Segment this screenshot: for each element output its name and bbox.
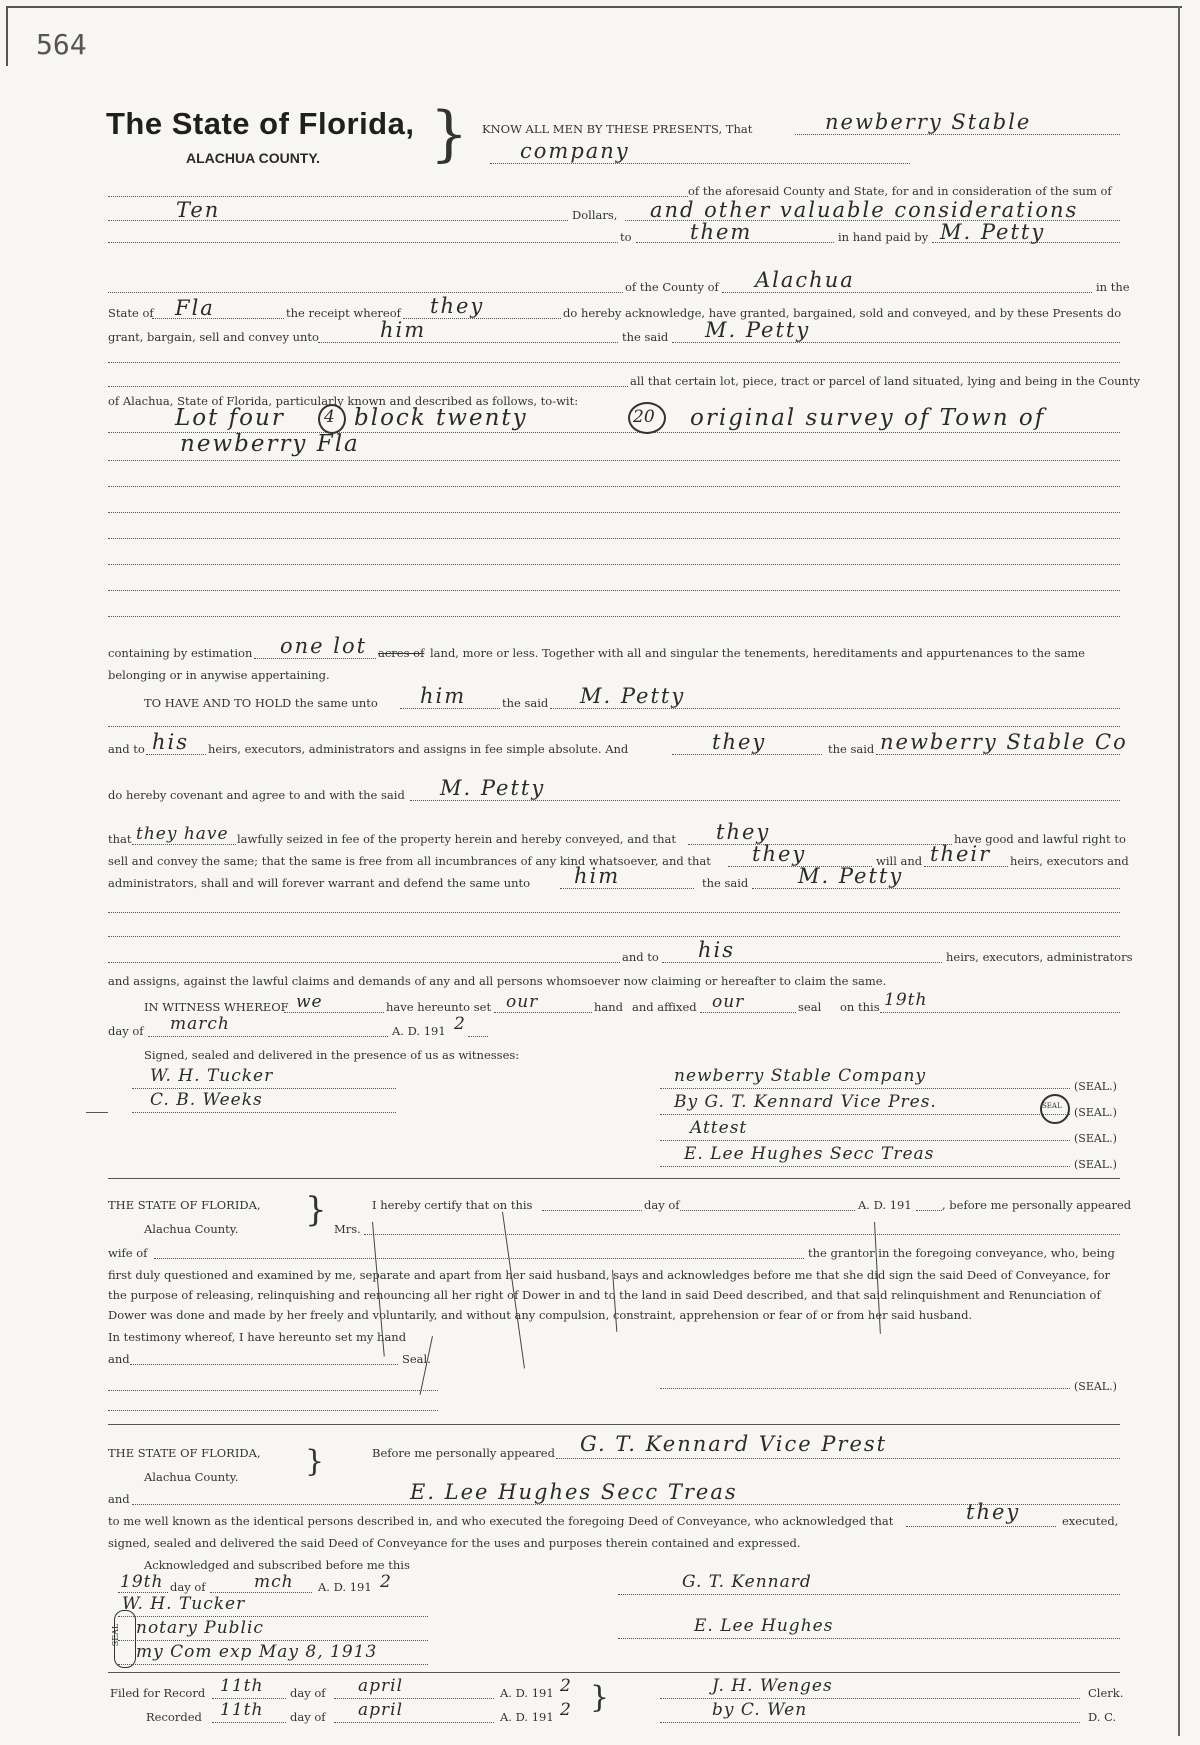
header-brace: } — [430, 99, 469, 169]
section-divider-3 — [108, 1672, 1120, 1673]
dower-before-me: , before me personally appeared — [942, 1198, 1132, 1212]
record-clerk: Clerk. — [1088, 1686, 1124, 1700]
hab-they-hw: they — [712, 730, 767, 754]
ack-month-hw: mch — [254, 1572, 294, 1592]
hab-him-hw-2: him — [574, 864, 621, 888]
text-to: to — [620, 230, 632, 244]
ack-known: to me well known as the identical persons described in, and who executed the foregoing Deed of Conveyance, who acknowledged that — [108, 1514, 894, 1528]
text-on-this: on this — [840, 1000, 880, 1014]
ack-person-1-line — [556, 1458, 1120, 1459]
dower-ad: A. D. 191 — [858, 1198, 912, 1212]
margin-mark — [86, 1112, 108, 1113]
dower-line-1: first duly questioned and examined by me, separate and apart from her said husband, says and acknowledges before me that she did sign the said Deed of Conveyance, for — [108, 1268, 1111, 1282]
blank-line — [108, 512, 1120, 513]
ack-state: THE STATE OF FLORIDA, — [108, 1446, 261, 1460]
text-belonging: belonging or in anywise appertaining. — [108, 668, 330, 682]
grantee-line — [672, 342, 1120, 343]
page-edge-left — [6, 6, 8, 66]
text-the-said: the said — [502, 696, 549, 710]
text-that: that — [108, 832, 132, 846]
text-hand: hand — [594, 1000, 624, 1014]
text-day-of: day of — [108, 1024, 144, 1038]
witness-1-hw: W. H. Tucker — [150, 1066, 274, 1086]
ack-brace: } — [305, 1444, 325, 1479]
grantor-line — [876, 754, 1120, 755]
text-in-witness: IN WITNESS WHEREOF — [144, 1000, 289, 1014]
ack-person-2-hw: E. Lee Hughes Secc Treas — [410, 1480, 738, 1504]
text-seal: seal — [798, 1000, 822, 1014]
seal-label-3: (SEAL.) — [1074, 1132, 1117, 1145]
dower-mrs-line — [364, 1234, 1120, 1235]
his-line — [146, 754, 206, 755]
blank-line — [108, 538, 1120, 539]
know-all-men: KNOW ALL MEN BY THESE PRESENTS, That — [482, 122, 753, 136]
rec-year-hw: 2 — [560, 1700, 572, 1720]
ack-sig-2-line — [618, 1638, 1120, 1639]
text-of-alachua: of Alachua, State of Florida, particularly known and described as follows, to-wit: — [108, 394, 579, 408]
ack-they-hw: they — [966, 1500, 1021, 1524]
ack-signed: signed, sealed and delivered the said Deed of Conveyance for the uses and purposes therein contained and expressed. — [108, 1536, 801, 1550]
corporate-seal-text: SEAL — [1042, 1102, 1062, 1110]
text-of-aforesaid: of the aforesaid County and State, for and in consideration of the sum of — [688, 184, 1112, 198]
dower-seal-label: (SEAL.) — [1074, 1380, 1117, 1393]
ack-day-hw: 19th — [120, 1572, 164, 1592]
state-line — [152, 318, 284, 319]
blank-line — [108, 242, 618, 243]
section-divider-2 — [108, 1424, 1120, 1425]
ack-day-of: day of — [170, 1580, 206, 1594]
notary-1-hw: W. H. Tucker — [122, 1594, 246, 1614]
dower-grantor: the grantor in the foregoing conveyance, who, being — [808, 1246, 1115, 1260]
notary-seal-text: SEAL — [111, 1623, 121, 1647]
page-edge-top — [6, 6, 1182, 8]
ack-sig-1-line — [618, 1594, 1120, 1595]
dower-wife-of: wife of — [108, 1246, 148, 1260]
record-ad: A. D. 191 — [500, 1686, 554, 1700]
witness-2-hw: C. B. Weeks — [150, 1090, 263, 1110]
ack-executed: executed, — [1062, 1514, 1119, 1528]
dower-wife-line — [154, 1258, 804, 1259]
record-ad-2: A. D. 191 — [500, 1710, 554, 1724]
hab-they-hw-3: they — [752, 842, 807, 866]
ack-sig-2-hw: E. Lee Hughes — [694, 1616, 834, 1636]
text-seized: lawfully seized in fee of the property herein and hereby conveyed, and that — [237, 832, 677, 846]
seal-label-2: (SEAL.) — [1074, 1106, 1117, 1119]
dower-year-line — [916, 1210, 942, 1211]
filed-month-hw: april — [358, 1676, 404, 1696]
sig-4-line — [660, 1166, 1070, 1167]
our-hw-2: our — [712, 992, 745, 1012]
seal-label-4: (SEAL.) — [1074, 1158, 1117, 1171]
text-dollars: Dollars, — [572, 208, 618, 222]
witness-day-hw: 19th — [884, 990, 928, 1010]
dower-day-line — [542, 1210, 642, 1211]
hab-grantee-hw-2: M. Petty — [798, 864, 904, 888]
dower-testimony: In testimony whereof, I have hereunto set my hand — [108, 1330, 407, 1344]
blank-line — [108, 196, 688, 197]
rec-month-line — [334, 1722, 494, 1723]
text-acres: acres of — [378, 646, 425, 660]
covenant-line — [410, 800, 1120, 801]
blank-line — [108, 936, 1120, 937]
grantor-line-2 — [490, 163, 910, 164]
his-line-2 — [662, 962, 942, 963]
dower-and: and — [108, 1352, 130, 1366]
hab-their-hw: their — [930, 842, 992, 866]
blank-line — [108, 590, 1120, 591]
dower-sig-line-1 — [108, 1390, 438, 1391]
blank-line — [108, 486, 1120, 487]
witness-year-hw: 2 — [454, 1014, 466, 1034]
ack-person-1-hw: G. T. Kennard Vice Prest — [580, 1432, 888, 1456]
blank-line — [108, 564, 1120, 565]
dower-month-line — [680, 1210, 855, 1211]
text-have-set: have hereunto set — [386, 1000, 492, 1014]
block-circle-hw: 20 — [633, 407, 655, 427]
grantee-line — [550, 708, 1120, 709]
we-hw: we — [296, 992, 323, 1012]
blank-line — [108, 362, 1120, 363]
sig-4-hw: E. Lee Hughes Secc Treas — [684, 1144, 935, 1164]
text-in-the: in the — [1096, 280, 1130, 294]
dower-county: Alachua County. — [144, 1222, 239, 1236]
grantee-line-2 — [752, 888, 1120, 889]
ack-ad: A. D. 191 — [318, 1580, 372, 1594]
ack-county: Alachua County. — [144, 1470, 239, 1484]
text-situated: all that certain lot, piece, tract or parcel of land situated, lying and being in the County — [630, 374, 1141, 388]
hab-they-hw-2: they — [716, 820, 771, 844]
filed-day-hw: 11th — [220, 1676, 264, 1696]
clerk-hw: J. H. Wenges — [712, 1676, 833, 1696]
notary-line-3 — [118, 1664, 428, 1665]
text-heirs-2: heirs, executors and — [1010, 854, 1129, 868]
dower-seal-line — [660, 1388, 1070, 1389]
desc-line-2 — [108, 460, 1120, 461]
they-line — [672, 754, 822, 755]
record-day-of-2: day of — [290, 1710, 326, 1724]
him-hw: him — [380, 318, 427, 342]
dower-sig-line-2 — [108, 1410, 438, 1411]
blank-line — [108, 912, 1120, 913]
dower-brace: } — [305, 1190, 327, 1230]
blank-line — [108, 726, 1120, 727]
ack-they-line — [906, 1526, 1056, 1527]
dower-state: THE STATE OF FLORIDA, — [108, 1198, 261, 1212]
our-hw: our — [506, 992, 539, 1012]
text-estimation: containing by estimation — [108, 646, 253, 660]
payer-hw: M. Petty — [940, 220, 1046, 244]
hab-grantee-hw: M. Petty — [580, 684, 686, 708]
record-filed: Filed for Record — [110, 1686, 206, 1700]
sig-3-hw: Attest — [690, 1118, 748, 1138]
dc-hw: by C. Wen — [712, 1700, 808, 1720]
text-in-hand: in hand paid by — [838, 230, 929, 244]
filed-year-hw: 2 — [560, 1676, 572, 1696]
rec-month-hw: april — [358, 1700, 404, 1720]
seal-label-1: (SEAL.) — [1074, 1080, 1117, 1093]
text-will-and: will and — [876, 854, 923, 868]
text-and-to: and to — [108, 742, 145, 756]
estimation-hw: one lot — [280, 634, 368, 658]
dower-seal: Seal. — [402, 1352, 431, 1366]
section-divider-1 — [108, 1178, 1120, 1179]
month-line — [148, 1036, 388, 1037]
rec-day-hw: 11th — [220, 1700, 264, 1720]
other-considerations-hw: and other valuable considerations — [650, 198, 1079, 222]
document-title: The State of Florida, — [106, 106, 415, 141]
day-line — [880, 1012, 1120, 1013]
sig-1-line — [660, 1088, 1070, 1089]
sig-2-hw: By G. T. Kennard Vice Pres. — [674, 1092, 937, 1112]
witness-2-line — [132, 1112, 396, 1113]
county-line — [722, 292, 1092, 293]
text-grant: grant, bargain, sell and convey unto — [108, 330, 319, 344]
text-ad: A. D. 191 — [392, 1024, 446, 1038]
they-have-hw: they have — [136, 824, 229, 844]
page-number: 564 — [36, 28, 87, 61]
blank-line — [108, 292, 623, 293]
dower-day-of: day of — [644, 1198, 680, 1212]
text-the-said-3: the said — [702, 876, 749, 890]
hab-his-hw-2: his — [698, 938, 736, 962]
sig-2-line — [660, 1114, 1070, 1115]
sig-3-line — [660, 1140, 1070, 1141]
hab-his-hw: his — [152, 730, 190, 754]
text-together: land, more or less. Together with all and singular the tenements, hereditaments and appurtenances to the same — [430, 646, 1085, 660]
state-hw: Fla — [175, 296, 215, 320]
grantor-line-1 — [795, 134, 1120, 135]
blank-line — [108, 962, 620, 963]
text-heirs-3: heirs, executors, administrators — [946, 950, 1133, 964]
text-good-right: have good and lawful right to — [954, 832, 1126, 846]
dc-line — [660, 1722, 1080, 1723]
their-line — [924, 866, 1008, 867]
record-day-of: day of — [290, 1686, 326, 1700]
ack-acknowledged: Acknowledged and subscribed before me this — [144, 1558, 410, 1572]
desc-hw-1b: block twenty — [354, 405, 528, 431]
text-affixed: and affixed — [632, 1000, 697, 1014]
text-and-to-2: and to — [622, 950, 659, 964]
text-state-of: State of — [108, 306, 154, 320]
covenant-hw: M. Petty — [440, 776, 546, 800]
notary-2-hw: notary Public — [136, 1618, 264, 1638]
page-edge-right — [1178, 6, 1180, 1736]
text-acknowledge: do hereby acknowledge, have granted, bargained, sold and conveyed, and by these Presents do — [563, 306, 1122, 320]
text-covenant: do hereby covenant and agree to and with the said — [108, 788, 405, 802]
dower-and-line — [130, 1364, 398, 1365]
record-dc: D. C. — [1088, 1710, 1117, 1724]
text-the-said-2: the said — [828, 742, 875, 756]
hab-grantor-hw: newberry Stable Co — [880, 730, 1128, 754]
desc-hw-1c: original survey of Town of — [690, 405, 1046, 431]
dower-line-2: the purpose of releasing, relinquishing and renouncing all her right of Dower in and to the land in said Deed described, and that said relinquishment and Renunciation of — [108, 1288, 1101, 1302]
year-line — [468, 1036, 488, 1037]
blank-line — [108, 616, 1120, 617]
text-heirs: heirs, executors, administrators and assigns in fee simple absolute. And — [208, 742, 629, 756]
rec-day-line — [212, 1722, 286, 1723]
witness-month-hw: march — [170, 1014, 230, 1034]
ack-sig-1-hw: G. T. Kennard — [682, 1572, 812, 1592]
county-heading: ALACHUA COUNTY. — [186, 150, 321, 166]
him-line — [318, 342, 618, 343]
text-administrators: administrators, shall and will forever warrant and defend the same unto — [108, 876, 531, 890]
dower-line-3: Dower was done and made by her freely and voluntarily, and without any compulsion, constraint, apprehension or fear of or from her said husband. — [108, 1308, 973, 1322]
grantee-hw: M. Petty — [705, 318, 811, 342]
lot-circle-hw: 4 — [324, 407, 335, 427]
sig-1-hw: newberry Stable Company — [674, 1066, 927, 1086]
hab-him-hw: him — [420, 684, 467, 708]
ack-year-hw: 2 — [380, 1572, 392, 1592]
they-hw: they — [430, 294, 485, 318]
text-the-said: the said — [622, 330, 669, 344]
dower-certify: I hereby certify that on this — [372, 1198, 533, 1212]
record-recorded: Recorded — [146, 1710, 202, 1724]
text-signed: Signed, sealed and delivered in the presence of us as witnesses: — [144, 1048, 520, 1062]
grantor-hw-2: company — [520, 139, 630, 163]
text-receipt: the receipt whereof — [286, 306, 401, 320]
text-sell-convey: sell and convey the same; that the same is free from all incumbrances of any kind whatsoever, and that — [108, 854, 711, 868]
desc-hw-1a: Lot four — [175, 405, 285, 431]
they-line — [403, 318, 561, 319]
sum-hw: Ten — [176, 198, 221, 222]
text-to-have: TO HAVE AND TO HOLD the same unto — [144, 696, 378, 710]
him-line-2 — [560, 888, 694, 889]
him-line — [400, 708, 500, 709]
desc-hw-2: newberry Fla — [180, 431, 360, 457]
text-assigns: and assigns, against the lawful claims and demands of any and all persons whomsoever now claiming or hereafter to claim the same. — [108, 974, 887, 988]
dower-mrs: Mrs. — [334, 1222, 361, 1236]
record-brace: } — [590, 1680, 610, 1715]
estimation-line — [254, 658, 376, 659]
them-hw: them — [690, 220, 753, 244]
notary-3-hw: my Com exp May 8, 1913 — [136, 1642, 378, 1662]
grantor-hw-1: newberry Stable — [825, 110, 1032, 134]
text-of-county: of the County of — [625, 280, 719, 294]
county-hw: Alachua — [755, 268, 855, 292]
they-line-2 — [688, 844, 952, 845]
ack-before: Before me personally appeared — [372, 1446, 555, 1460]
blank-line — [108, 386, 628, 387]
ack-and: and — [108, 1492, 130, 1506]
